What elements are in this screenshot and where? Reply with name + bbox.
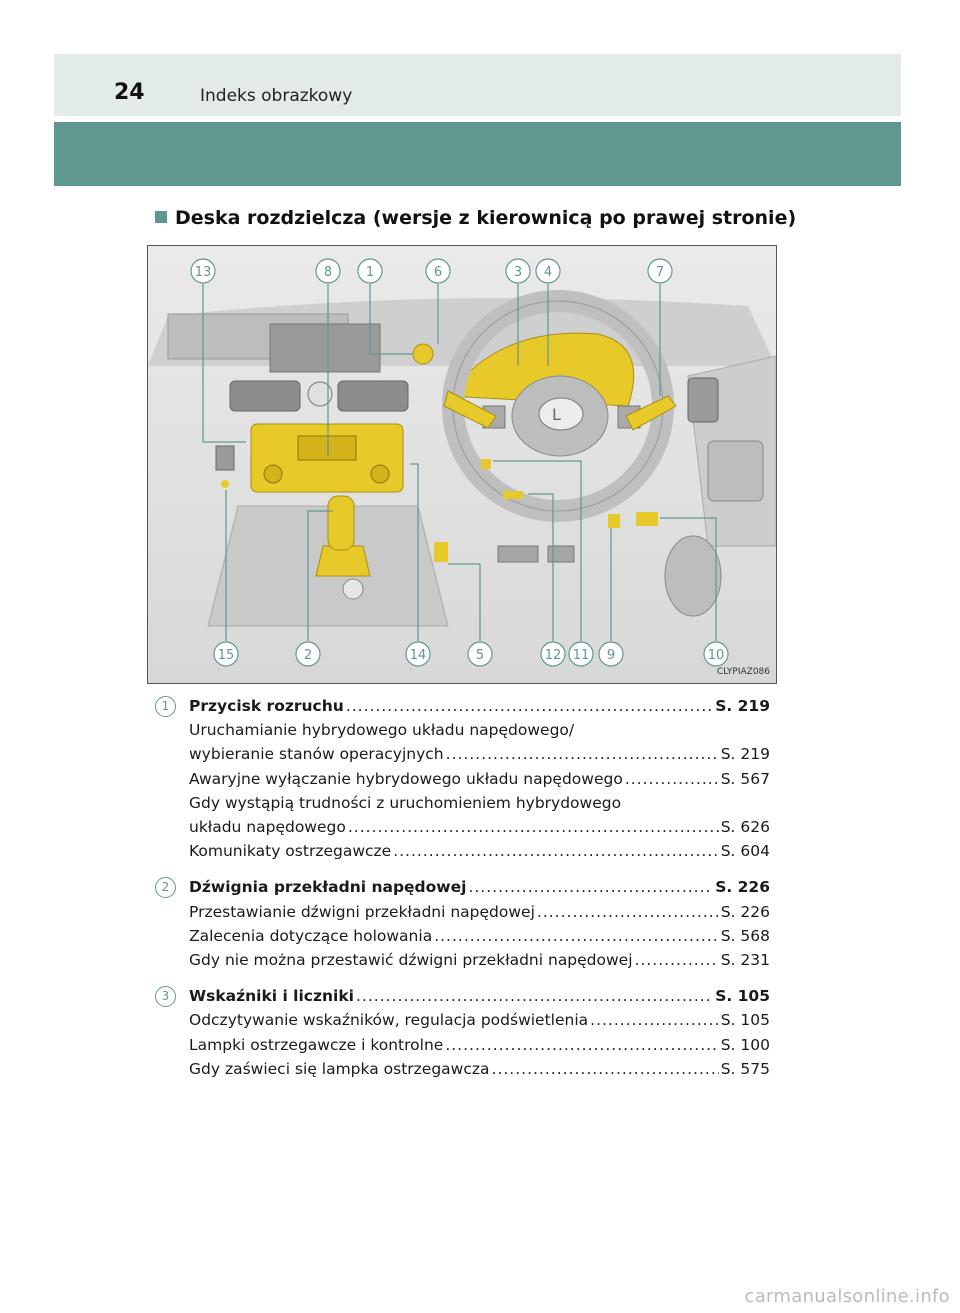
dashboard-figure — [147, 245, 777, 684]
callout-6: 6 — [433, 265, 443, 280]
callout-1: 1 — [365, 265, 375, 280]
index-entries — [155, 694, 770, 1093]
callout-5: 5 — [475, 648, 485, 663]
page-ref: S. 105 — [715, 987, 770, 1006]
page-ref: S. 226 — [720, 902, 770, 921]
sub-line: Awaryjne wyłączanie hybrydowego układu napędowego — [189, 769, 623, 788]
page-ref: S. 226 — [715, 878, 770, 897]
callout-10: 10 — [707, 648, 725, 663]
callout-4: 4 — [543, 265, 553, 280]
callout-14: 14 — [409, 648, 427, 663]
sub-line: Odczytywanie wskaźników, regulacja podświetlenia — [189, 1011, 589, 1030]
callout-12: 12 — [544, 648, 562, 663]
figure-code: CLYPIAZ086 — [716, 667, 770, 677]
sub-line: Komunikaty ostrzegawcze — [189, 842, 392, 861]
sub-line: Gdy zaświeci się lampka ostrzegawcza — [189, 1059, 490, 1078]
page-ref: S. 567 — [720, 769, 770, 788]
page-ref: S. 568 — [720, 926, 770, 945]
page-ref: S. 100 — [720, 1035, 770, 1054]
sub-line: Uruchamianie hybrydowego układu napędowego/ — [189, 721, 575, 740]
callout-11: 11 — [572, 648, 590, 663]
entry-title: Przycisk rozruchu — [189, 697, 344, 715]
watermark: carmanualsonline.info — [744, 1286, 950, 1307]
page-ref: S. 231 — [720, 951, 770, 970]
callout-13: 13 — [194, 265, 212, 280]
callout-15: 15 — [217, 648, 235, 663]
entry-2 — [155, 875, 770, 972]
sub-line: Przestawianie dźwigni przekładni napędowej — [189, 902, 535, 921]
sub-line: Zalecenia dotyczące holowania — [189, 926, 433, 945]
page-ref: S. 575 — [720, 1059, 770, 1078]
callout-2: 2 — [303, 648, 313, 663]
callout-7: 7 — [655, 265, 665, 280]
entry-number: 2 — [155, 877, 176, 898]
section-band — [54, 122, 901, 186]
entry-number: 1 — [155, 696, 176, 717]
section-heading-text: Deska rozdzielcza (wersje z kierownicą po prawej stronie) — [175, 207, 797, 229]
page-ref: S. 219 — [715, 697, 770, 715]
page-ref: S. 604 — [720, 842, 770, 861]
callout-9: 9 — [606, 648, 616, 663]
page-ref: S. 626 — [720, 818, 770, 837]
callout-3: 3 — [513, 265, 523, 280]
entry-title: Wskaźniki i liczniki — [189, 987, 354, 1006]
entry-title: Dźwignia przekładni napędowej — [189, 878, 467, 897]
entry-1 — [155, 694, 770, 863]
callout-8: 8 — [323, 265, 333, 280]
page-title: Indeks obrazkowy — [200, 86, 353, 106]
header-band — [54, 54, 901, 116]
page-number: 24 — [114, 80, 145, 105]
dashboard-illustration — [148, 246, 776, 683]
entry-number: 3 — [155, 986, 176, 1007]
svg-text:L: L — [552, 405, 561, 424]
sub-line: wybieranie stanów operacyjnych — [189, 745, 444, 764]
page-ref: S. 219 — [720, 745, 770, 764]
sub-line: Gdy wystąpią trudności z uruchomieniem hybrydowego — [189, 793, 622, 812]
sub-line: Gdy nie można przestawić dźwigni przekładni napędowej — [189, 951, 633, 970]
page-ref: S. 105 — [720, 1011, 770, 1030]
sub-line: układu napędowego — [189, 818, 346, 837]
square-bullet-icon — [155, 211, 167, 223]
section-heading — [155, 207, 796, 229]
entry-3 — [155, 984, 770, 1081]
sub-line: Lampki ostrzegawcze i kontrolne — [189, 1035, 444, 1054]
